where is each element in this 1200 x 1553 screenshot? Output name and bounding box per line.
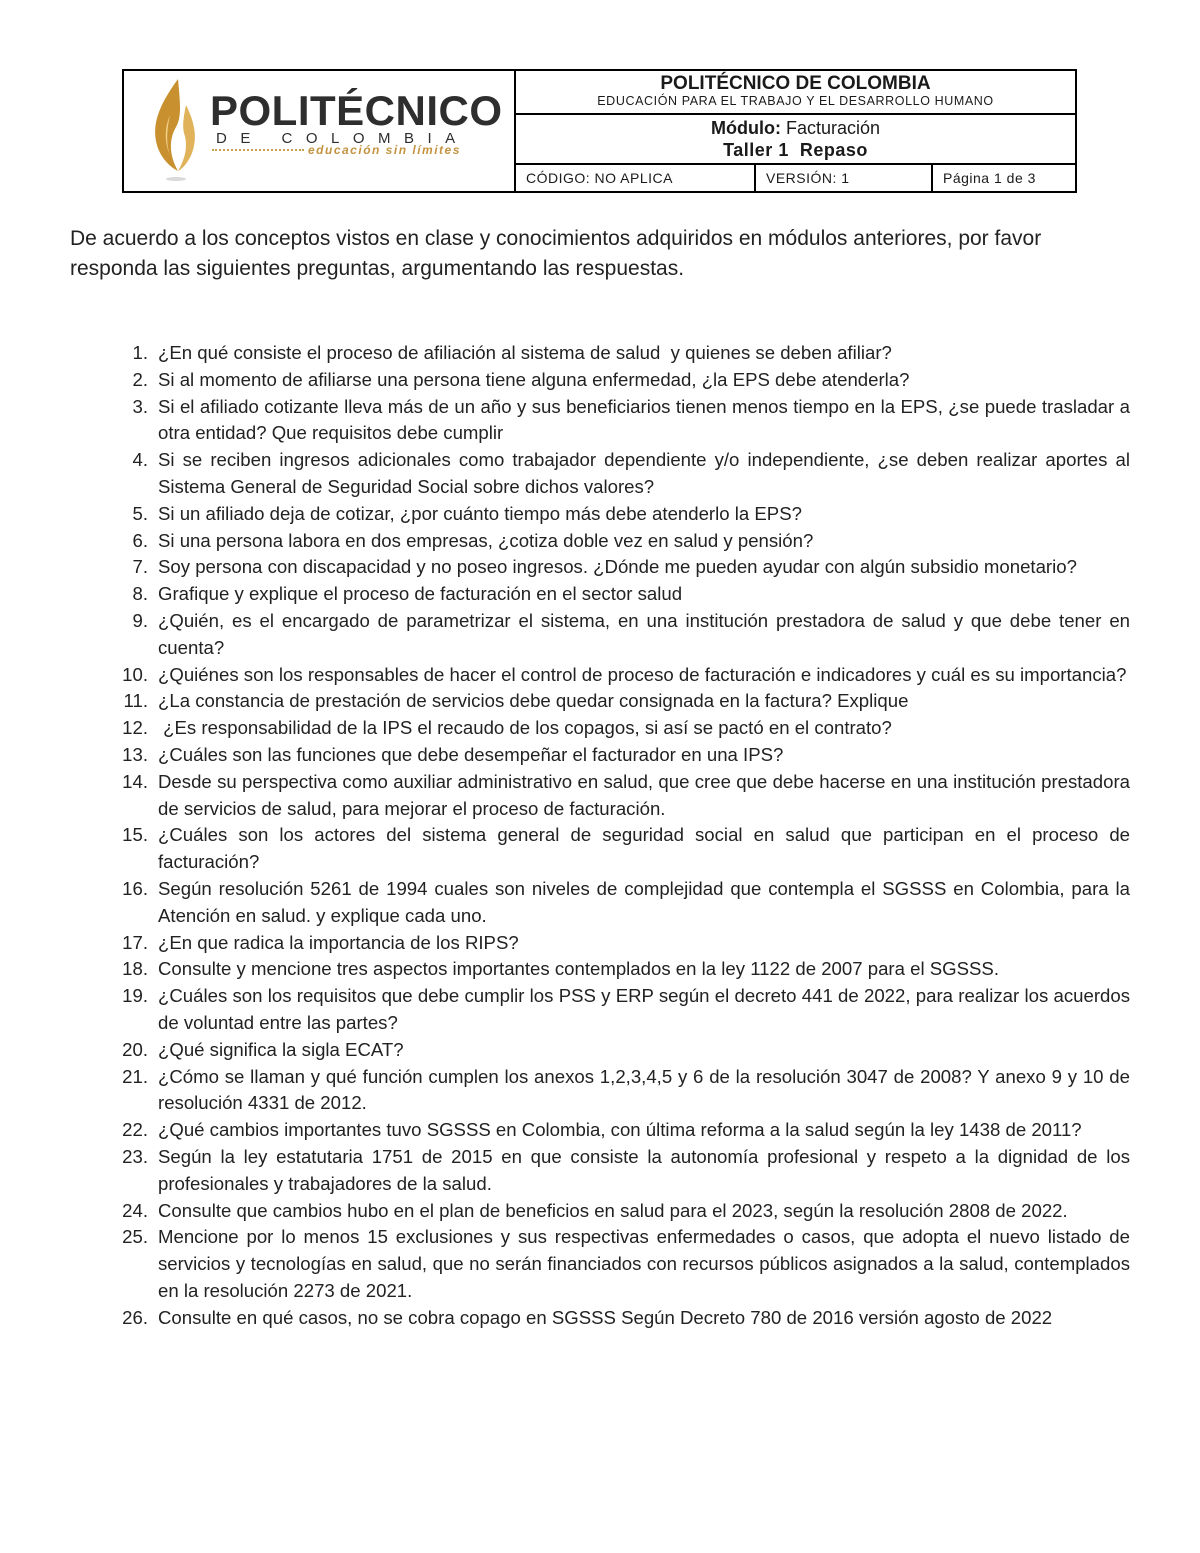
institution-subtitle: EDUCACIÓN PARA EL TRABAJO Y EL DESARROLLO HUMANO: [597, 94, 994, 108]
question-text: ¿Qué significa la sigla ECAT?: [158, 1038, 404, 1060]
question-item: [110, 1224, 1136, 1304]
question-number: 3.: [132, 395, 148, 417]
question-text: ¿En que radica la importancia de los RIPS?: [158, 931, 519, 953]
question-item: [110, 1198, 1130, 1225]
question-number: 6.: [132, 529, 148, 551]
question-number: 19.: [122, 985, 148, 1007]
question-number: 17.: [122, 931, 148, 953]
question-text: ¿Cómo se llaman y qué función cumplen los anexos 1,2,3,4,5 y 6 de la resolución 3047 de 2008? Y anexo 9 y 10 de resolución 4331 de 2012.: [158, 1065, 1136, 1114]
logo-wordmark: POLITÉCNICO: [210, 87, 503, 134]
intro-paragraph: De acuerdo a los conceptos vistos en clase y conocimientos adquiridos en módulos anteriores, por favor responda las siguientes preguntas, argumentando las respuestas.: [70, 227, 1042, 280]
question-text: ¿La constancia de prestación de servicios debe quedar consignada en la factura? Explique: [158, 690, 909, 712]
institution-name: POLITÉCNICO DE COLOMBIA: [660, 73, 931, 94]
module-row: [516, 115, 1075, 165]
question-text: Si se reciben ingresos adicionales como trabajador dependiente y/o independiente, ¿se deben realizar aportes al Sistema General de Seguridad Social sobre dichos valores?: [158, 449, 1136, 497]
question-item: [110, 367, 1130, 394]
question-item: [110, 528, 1130, 555]
question-text: ¿Qué cambios importantes tuvo SGSSS en Colombia, con última reforma a la salud según la ley 1438 de 2011?: [158, 1119, 1082, 1141]
question-text: ¿Cuáles son las funciones que debe desempeñar el facturador en una IPS?: [158, 743, 784, 765]
question-item: [110, 930, 1130, 957]
question-number: 26.: [122, 1306, 148, 1328]
question-item: [110, 742, 1130, 769]
question-text: Consulte en qué casos, no se cobra copago en SGSSS Según Decreto 780 de 2016 versión agosto de 2022: [158, 1306, 1053, 1328]
question-item: [110, 1117, 1130, 1144]
logo: [124, 71, 516, 191]
version-cell: VERSIÓN: 1: [756, 165, 933, 191]
logo-tagline: educación sin límites: [308, 143, 461, 157]
question-item: [110, 1144, 1136, 1198]
module-line: [516, 117, 1075, 139]
document-header: [122, 69, 1077, 193]
question-text: ¿Quiénes son los responsables de hacer el control de proceso de facturación e indicadores y cuál es su importancia?: [158, 663, 1127, 685]
flame-icon: [148, 75, 204, 183]
question-number: 15.: [122, 824, 148, 846]
question-number: 1.: [132, 342, 148, 363]
question-text: Consulte que cambios hubo en el plan de beneficios en salud para el 2023, según la resolución 2808 de 2022.: [158, 1199, 1068, 1221]
question-item: [110, 1037, 1130, 1064]
question-number: 9.: [132, 609, 148, 631]
page-cell: Página 1 de 3: [943, 170, 1036, 186]
question-number: 8.: [132, 583, 148, 605]
question-item: [110, 822, 1136, 876]
question-item: [110, 662, 1130, 689]
question-text: Soy persona con discapacidad y no poseo ingresos. ¿Dónde me pueden ayudar con algún subsidio monetario?: [158, 556, 1077, 578]
question-item: [110, 501, 1130, 528]
question-number: 7.: [132, 556, 148, 578]
question-text: Según la ley estatutaria 1751 de 2015 en que consiste la autonomía profesional y respeto a la dignidad de los profesionales y trabajadores de la salud.: [158, 1145, 1136, 1194]
question-text: ¿Es responsabilidad de la IPS el recaudo de los copagos, si así se pactó en el contrato?: [158, 717, 892, 739]
question-item: [110, 447, 1136, 501]
question-number: 2.: [132, 368, 148, 390]
question-item: [110, 956, 1130, 983]
code-cell: CÓDIGO: NO APLICA: [516, 165, 756, 191]
question-item: [110, 1305, 1130, 1332]
question-number: 23.: [122, 1145, 148, 1167]
question-text: Desde su perspectiva como auxiliar administrativo en salud, que cree que debe hacerse en una institución prestadora de servicios de salud, para mejorar el proceso de facturación.: [158, 770, 1136, 819]
header-info: [516, 71, 1075, 191]
question-text: Si una persona labora en dos empresas, ¿cotiza doble vez en salud y pensión?: [158, 529, 814, 551]
question-item: [110, 688, 1130, 715]
question-text: Si el afiliado cotizante lleva más de un año y sus beneficiarios tienen menos tiempo en la EPS, ¿se puede trasladar a otra entidad? Que requisitos debe cumplir: [158, 395, 1136, 444]
question-text: ¿Cuáles son los requisitos que debe cumplir los PSS y ERP según el decreto 441 de 2022, para realizar los acuerdos de voluntad entre las partes?: [158, 985, 1136, 1033]
question-text: ¿En qué consiste el proceso de afiliación al sistema de salud y quienes se deben afiliar?: [158, 342, 892, 363]
question-number: 10.: [122, 663, 148, 685]
question-item: [110, 983, 1136, 1037]
question-text: ¿Cuáles son los actores del sistema general de seguridad social en salud que participan en el proceso de facturación?: [158, 824, 1136, 873]
question-number: 14.: [122, 770, 148, 792]
institution-row: [516, 71, 1075, 115]
question-text: Consulte y mencione tres aspectos importantes contemplados en la ley 1122 de 2007 para el SGSSS.: [158, 958, 999, 980]
question-number: 25.: [122, 1226, 148, 1248]
question-number: 5.: [132, 502, 148, 524]
question-list: [110, 340, 1136, 1331]
question-item: [110, 554, 1130, 581]
question-number: 20.: [122, 1038, 148, 1060]
question-text: Según resolución 5261 de 1994 cuales son niveles de complejidad que contempla el SGSSS en Colombia, para la Atención en salud. y explique cada uno.: [158, 877, 1135, 926]
question-number: 12.: [122, 717, 148, 739]
logo-dotted-line: [212, 149, 304, 151]
question-item: [110, 715, 1130, 742]
question-item: [110, 1064, 1136, 1118]
question-number: 18.: [122, 958, 148, 980]
question-item: [110, 769, 1136, 823]
module-label: Módulo:: [710, 118, 781, 138]
question-text: Si al momento de afiliarse una persona tiene alguna enfermedad, ¿la EPS debe atenderla?: [158, 368, 910, 390]
module-value: Facturación: [785, 118, 881, 138]
question-item: [110, 394, 1136, 448]
question-text: Mencione por lo menos 15 exclusiones y sus respectivas enfermedades o casos, que adopta el nuevo listado de servicios y tecnologías en salud, que no serán financiados con recursos públicos asignados a la salud, contemplados en la resolución 2273 de 2021.: [158, 1226, 1136, 1301]
question-item: [110, 876, 1135, 930]
question-item: [110, 581, 1130, 608]
question-number: 22.: [122, 1119, 148, 1141]
question-number: 16.: [122, 877, 148, 899]
question-number: 13.: [122, 743, 148, 765]
question-item: [110, 340, 1130, 367]
code-row: [516, 165, 1075, 191]
question-item: [110, 608, 1136, 662]
taller-title: Taller 1 Repaso: [723, 140, 868, 160]
question-number: 4.: [132, 449, 148, 471]
question-text: ¿Quién, es el encargado de parametrizar el sistema, en una institución prestadora de salud y que debe tener en cuenta?: [158, 609, 1136, 658]
question-text: Si un afiliado deja de cotizar, ¿por cuánto tiempo más debe atenderlo la EPS?: [158, 502, 802, 524]
logo-subtitle: DE COLOMBIA: [216, 130, 469, 147]
question-number: 11.: [123, 690, 148, 712]
question-number: 24.: [122, 1199, 148, 1221]
question-text: Grafique y explique el proceso de facturación en el sector salud: [158, 583, 683, 605]
question-number: 21.: [122, 1065, 148, 1087]
